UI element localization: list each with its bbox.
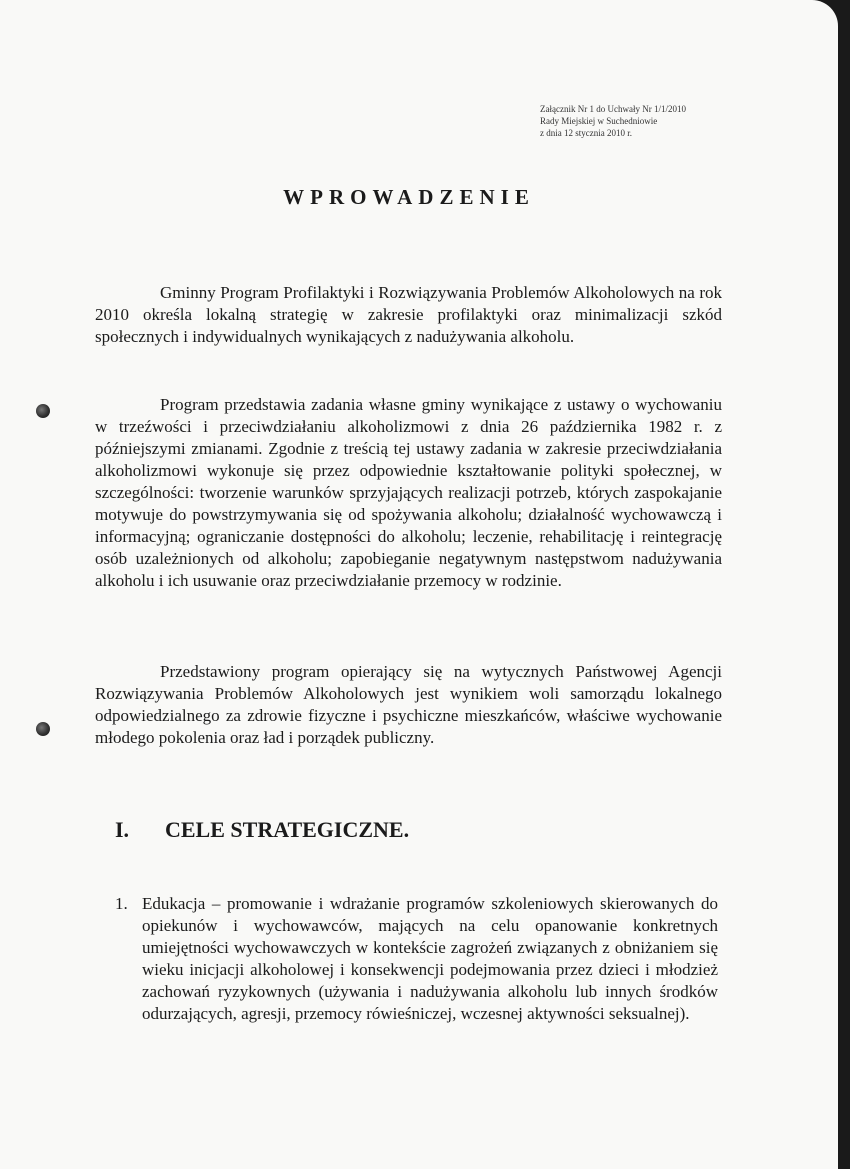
- document-title: WPROWADZENIE: [283, 185, 535, 209]
- attachment-line: Załącznik Nr 1 do Uchwały Nr 1/1/2010: [540, 104, 686, 114]
- list-item-number: 1.: [115, 894, 128, 913]
- section-title: CELE STRATEGICZNE.: [165, 817, 410, 842]
- program-paragraph: [95, 394, 722, 592]
- section-heading: [115, 817, 409, 843]
- attachment-line: Rady Miejskiej w Suchedniowie: [540, 116, 658, 126]
- attachment-note: [540, 103, 686, 139]
- list-item-text: Edukacja – promowanie i wdrażanie programów szkoleniowych skierowanych do opiekunów i wychowawców, mających na celu opanowanie konkretnych umiejętności wychowawczych w kontekście zagrożeń związanych z obniżaniem się wieku inicjacji alkoholowej i konsekwencji podejmowania przez dzieci i młodzież zachowań ryzykownych (używania i nadużywania alkoholu lub innych środków odurzających, agresji, przemocy rówieśniczej, wczesnej aktywności seksualnej).: [142, 894, 718, 1023]
- attachment-line: z dnia 12 stycznia 2010 r.: [540, 128, 632, 138]
- punch-hole-bottom: [36, 722, 50, 736]
- intro-paragraph: [95, 282, 722, 348]
- list-item: [115, 893, 718, 1025]
- paragraph-text: Program przedstawia zadania własne gminy wynikające z ustawy o wychowaniu w trzeźwości i przeciwdziałaniu alkoholizmowi z dnia 26 października 1982 r. z późniejszymi zmianami. Zgodnie z treścią tej ustawy zadania w zakresie przeciwdziałania alkoholizmowi wykonuje się przez odpowiednie kształtowanie polityki społecznej, w szczególności: tworzenie warunków sprzyjających realizacji potrzeb, których zaspokajanie motywuje do powstrzymywania się od spożywania alkoholu; działalność wychowawczą i informacyjną; ograniczanie dostępności do alkoholu; leczenie, rehabilitację i reintegrację osób uzależnionych od alkoholu; zapobieganie negatywnym następstwom nadużywania alkoholu i ich usuwanie oraz przeciwdziałanie przemocy w rodzinie.: [95, 395, 722, 590]
- punch-hole-top: [36, 404, 50, 418]
- paragraph-text: Gminny Program Profilaktyki i Rozwiązywania Problemów Alkoholowych na rok 2010 określa lokalną strategię w zakresie profilaktyki oraz minimalizacji szkód społecznych i indywidualnych wynikających z nadużywania alkoholu.: [95, 283, 722, 346]
- paragraph-text: Przedstawiony program opierający się na wytycznych Państwowej Agencji Rozwiązywania Problemów Alkoholowych jest wynikiem woli samorządu lokalnego odpowiedzialnego za zdrowie fizyczne i psychiczne mieszkańców, właściwe wychowanie młodego pokolenia oraz ład i porządek publiczny.: [95, 662, 722, 747]
- section-number: I.: [115, 817, 130, 842]
- agency-paragraph: [95, 661, 722, 749]
